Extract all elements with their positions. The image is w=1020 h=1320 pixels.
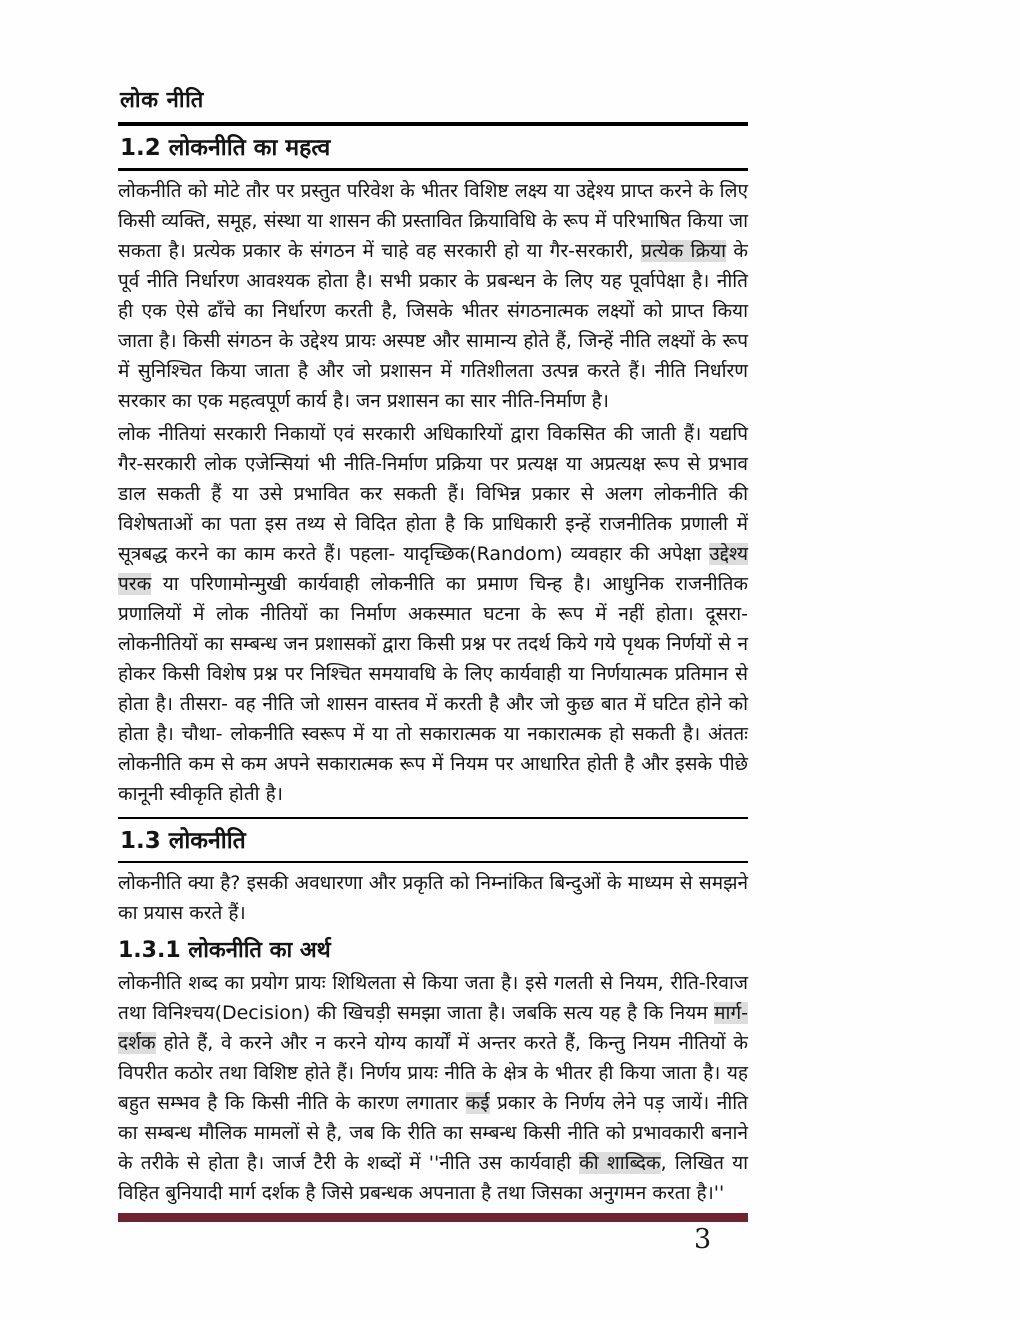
scan-highlight: उद्देश्य परक: [118, 543, 748, 595]
page-number: 3: [694, 1224, 712, 1255]
paragraph-importance-2: लोक नीतियां सरकारी निकायों एवं सरकारी अधिकारियों द्वारा विकसित की जाती हैं। यद्यपि गैर-सरकारी लोक एजेन्सियां भी नीति-निर्माण प्रक्रिया पर प्रत्यक्ष या अप्रत्यक्ष रूप से प्रभाव डाल सकती हैं या उसे प्रभावित कर सकती हैं। विभिन्न प्रकार से अलग लोकनीति की विशेषताओं का पता इस तथ्य से विदित होता है कि प्राधिकारी इन्हें राजनीतिक प्रणाली में सूत्रबद्ध करने का काम करते हैं। पहला- यादृच्छिक(Random) व्यवहार की अपेक्षा उद्देश्य परक या परिणामोन्मुखी कार्यवाही लोकनीति का प्रमाण चिन्ह है। आधुनिक राजनीतिक प्रणालियों में लोक नीतियों का निर्माण अकस्मात घटना के रूप में नहीं होता। दूसरा- लोकनीतियों का सम्बन्ध जन प्रशासकों द्वारा किसी प्रश्न पर तदर्थ किये गये पृथक निर्णयों से न होकर किसी विशेष प्रश्न पर निश्चित समयावधि के लिए कार्यवाही या निर्णयात्मक प्रतिमान से होता है। तीसरा- वह नीति जो शासन वास्तव में करती है और जो कुछ बात में घटित होने को होता है। चौथा- लोकनीति स्वरूप में या तो सकारात्मक या नकारात्मक हो सकती है। अंततः लोकनीति कम से कम अपने सकारात्मक रूप में नियम पर आधारित होती है और इसके पीछे कानूनी स्वीकृति होती है।: [118, 423, 748, 805]
paragraph-meaning: लोकनीति शब्द का प्रयोग प्रायः शिथिलता से किया जता है। इसे गलती से नियम, रीति-रिवाज तथा विनिश्चय(Decision) की खिचड़ी समझा जाता है। जबकि सत्य यह है कि नियम मार्ग-दर्शक होते हैं, वे करने और न करने योग्य कार्यों में अन्तर करते हैं, किन्तु नियम नीतियों के विपरीत कठोर तथा विशिष्ट होते हैं। निर्णय प्रायः नीति के क्षेत्र के भीतर ही किया जाता है। यह बहुत सम्भव है कि किसी नीति के कारण लगातार कई प्रकार के निर्णय लेने पड़ जायें। नीति का सम्बन्ध मौलिक मामलों से है, जब कि रीति का सम्बन्ध किसी नीति को प्रभावकारी बनाने के तरीके से होता है। जार्ज टैरी के शब्दों में ''नीति उस कार्यवाही की शाब्दिक, लिखित या विहित बुनियादी मार्ग दर्शक है जिसे प्रबन्धक अपनाता है तथा जिसका अनुगमन करता है।'': [118, 972, 749, 1204]
footer-rule: [118, 1213, 748, 1222]
scan-highlight: कई: [465, 1092, 490, 1114]
scan-highlight: की शाब्दिक: [579, 1152, 661, 1174]
paragraph-importance-1: लोकनीति को मोटे तौर पर प्रस्तुत परिवेश के भीतर विशिष्ट लक्ष्य या उद्देश्य प्राप्त करने के लिए किसी व्यक्ति, समूह, संस्था या शासन की प्रस्तावित क्रियाविधि के रूप में परिभाषित किया जा सकता है। प्रत्येक प्रकार के संगठन में चाहे वह सरकारी हो या गैर-सरकारी, प्रत्येक क्रिया के पूर्व नीति निर्धारण आवश्यक होता है। सभी प्रकार के प्रबन्धन के लिए यह पूर्वापेक्षा है। नीति ही एक ऐसे ढाँचे का निर्धारण करती है, जिसके भीतर संगठनात्मक लक्ष्यों को प्राप्त किया जाता है। किसी संगठन के उद्देश्य प्रायः अस्पष्ट और सामान्य होते हैं, जिन्हें नीति लक्ष्यों के रूप में सुनिश्चित किया जाता है और जो प्रशासन में गतिशीलता उत्पन्न करते हैं। नीति निर्धारण सरकार का एक महत्वपूर्ण कार्य है। जन प्रशासन का सार नीति-निर्माण है।: [118, 180, 748, 412]
paragraph-intro-1-3: लोकनीति क्या है? इसकी अवधारणा और प्रकृति को निम्नांकित बिन्दुओं के माध्यम से समझने का प्रयास करते हैं।: [118, 872, 748, 924]
document-title: लोक नीति: [120, 88, 204, 113]
section-heading-1-3-1: 1.3.1 लोकनीति का अर्थ: [118, 938, 331, 963]
scan-highlight: प्रत्येक क्रिया: [641, 240, 727, 262]
section-heading-1-2: 1.2 लोकनीति का महत्व: [118, 122, 748, 171]
scan-highlight: मार्ग-दर्शक: [118, 1002, 748, 1054]
text-column: [118, 84, 748, 1211]
section-heading-1-3: 1.3 लोकनीति: [118, 817, 748, 863]
